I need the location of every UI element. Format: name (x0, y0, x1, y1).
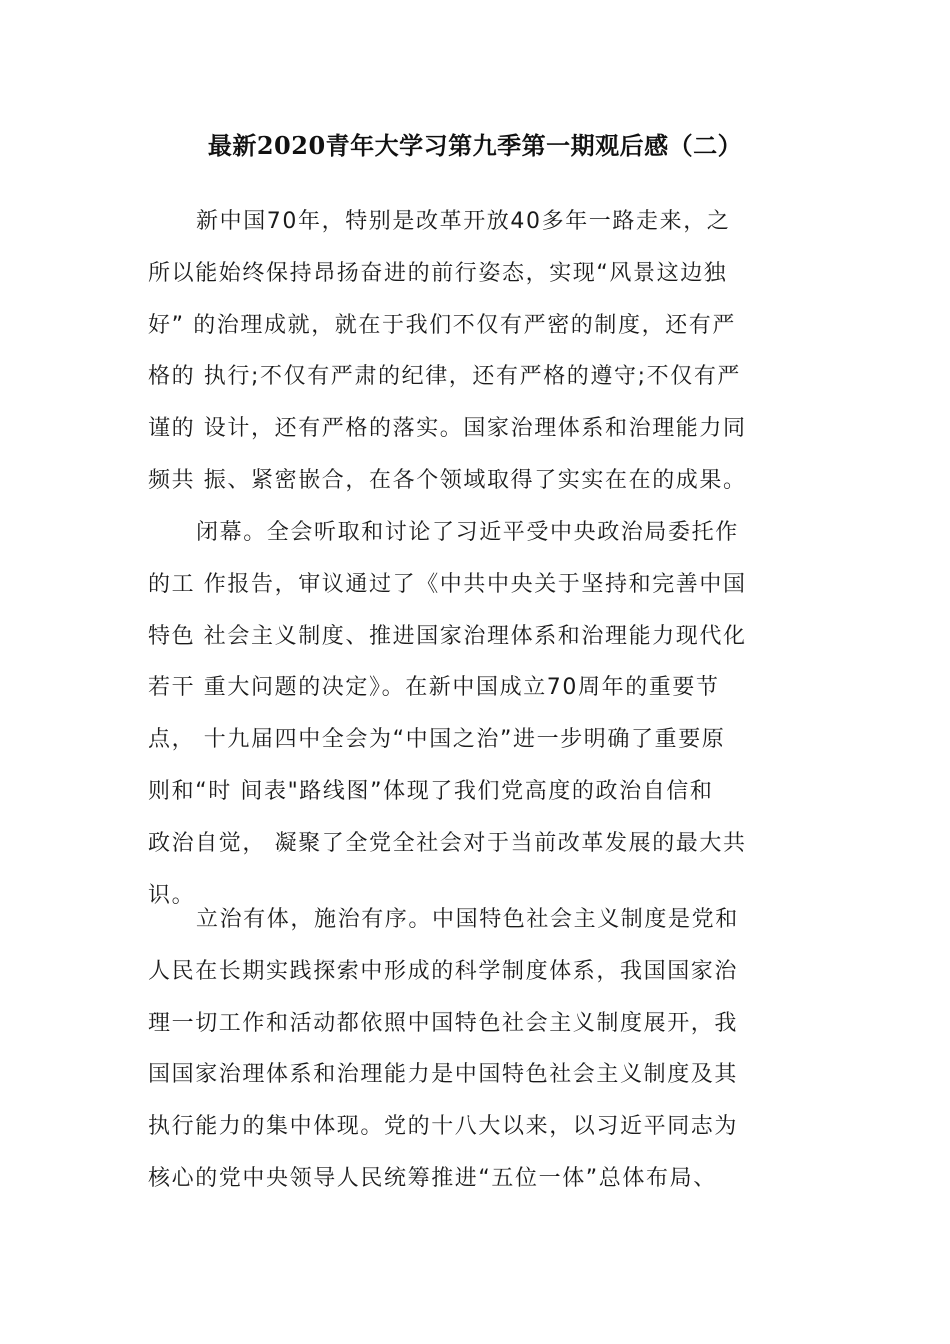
paragraph-line: 特色 社会主义制度、推进国家治理体系和治理能力现代化 (148, 623, 747, 649)
paragraph-line: 立治有体，施治有序。中国特色社会主义制度是党和 (196, 907, 739, 932)
document-title: 最新2020青年大学习第九季第一期观后感（二） (207, 131, 743, 160)
paragraph-line: 所以能始终保持昂扬奋进的前行姿态，实现“风景这边独 (148, 260, 728, 286)
paragraph-line: 人民在长期实践探索中形成的科学制度体系，我国国家治 (148, 958, 739, 984)
paragraph-line: 执行能力的集中体现。党的十八大以来，以习近平同志为 (148, 1114, 739, 1140)
paragraph-line: 国国家治理体系和治理能力是中国特色社会主义制度及其 (148, 1062, 739, 1088)
paragraph-line: 新中国70年，特别是改革开放40多年一路走来，之 (196, 209, 731, 234)
paragraph-line: 若干 重大问题的决定》。在新中国成立70周年的重要节 (148, 675, 720, 701)
paragraph-line: 理一切工作和活动都依照中国特色社会主义制度展开，我 (148, 1010, 739, 1036)
paragraph-line: 点， 十九届四中全会为“中国之治”进一步明确了重要原 (148, 727, 726, 753)
paragraph-line: 政治自觉， 凝聚了全党全社会对于当前改革发展的最大共 (148, 830, 747, 856)
paragraph-line: 核心的党中央领导人民统筹推进“五位一体”总体布局、 (148, 1165, 717, 1191)
paragraph-line: 谨的 设计，还有严格的落实。国家治理体系和治理能力同 (148, 416, 747, 442)
paragraph-1 (148, 196, 808, 507)
paragraph-line: 格的 执行;不仅有严肃的纪律，还有严格的遵守;不仅有严 (148, 364, 742, 390)
paragraph-line: 闭幕。全会听取和讨论了习近平受中央政治局委托作 (196, 520, 739, 545)
paragraph-line: 好” 的治理成就，就在于我们不仅有严密的制度，还有严 (148, 312, 736, 338)
paragraph-3 (148, 894, 808, 1205)
paragraph-2 (148, 507, 808, 921)
paragraph-line: 的工 作报告，审议通过了《中共中央关于坚持和完善中国 (148, 571, 747, 597)
paragraph-line: 则和“时 间表"路线图”体现了我们党高度的政治自信和 (148, 778, 714, 804)
paragraph-line: 识。 (148, 882, 196, 908)
paragraph-line: 频共 振、紧密嵌合，在各个领域取得了实实在在的成果。 (148, 467, 747, 493)
